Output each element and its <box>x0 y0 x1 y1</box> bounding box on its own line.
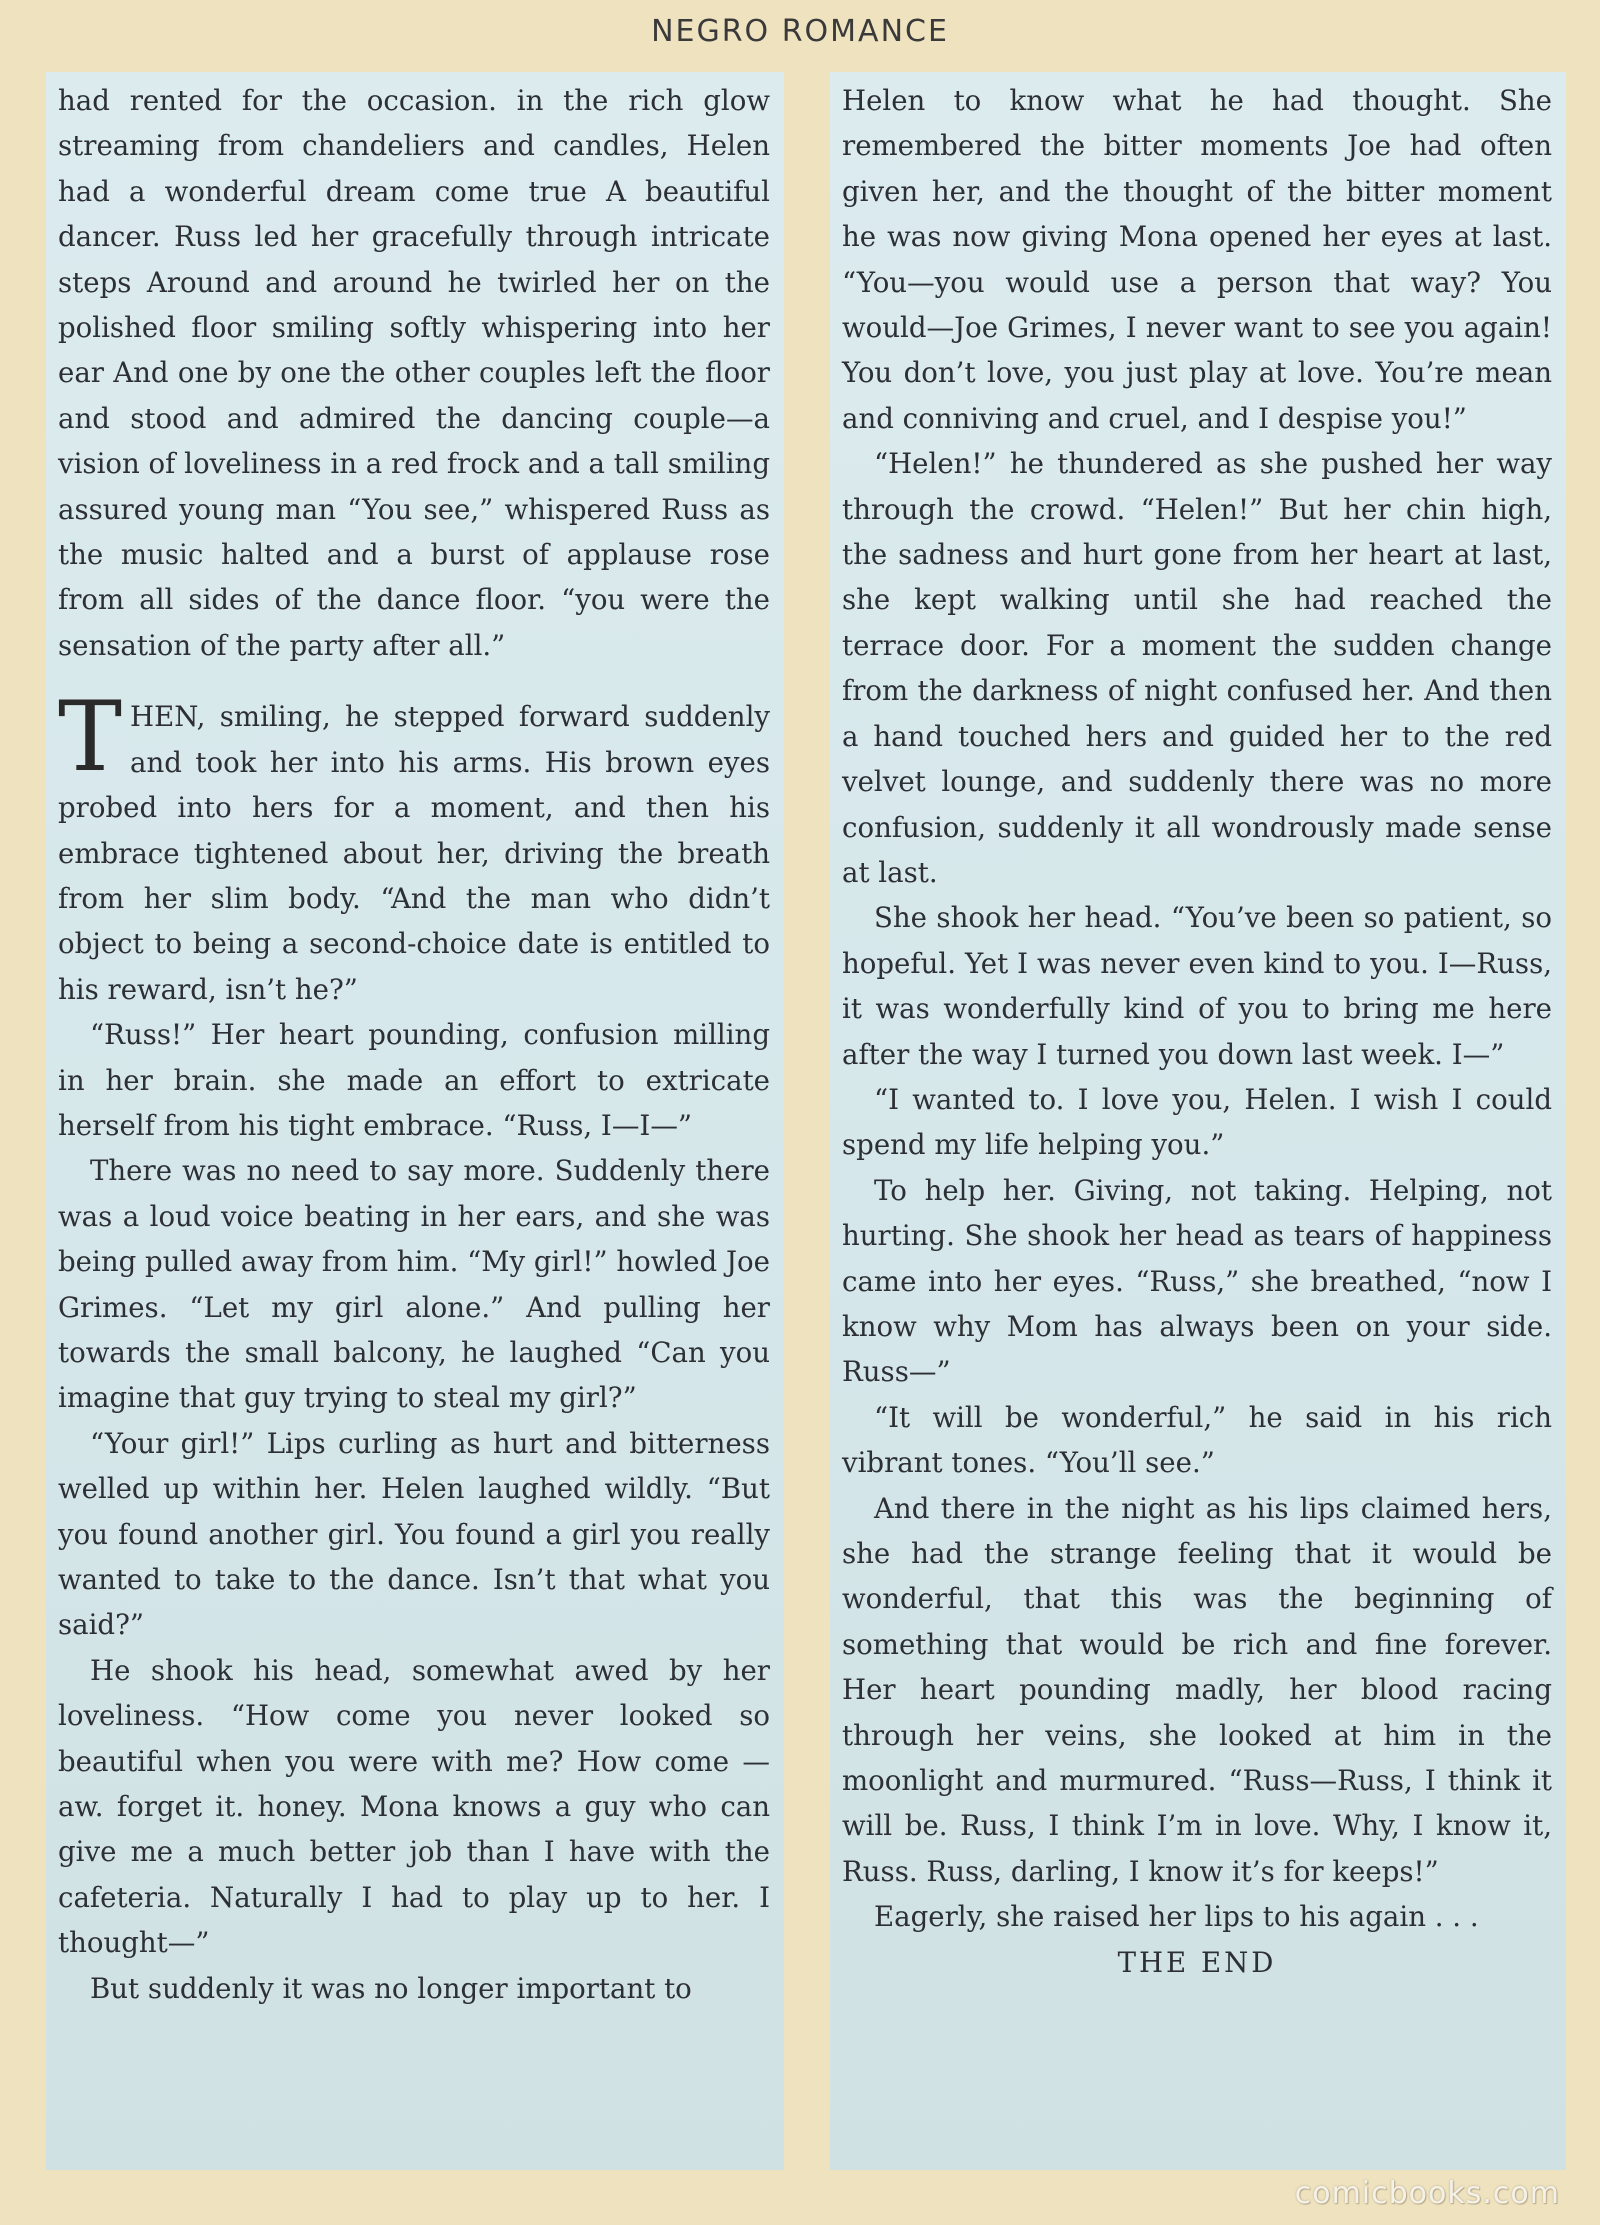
paragraph-dropcap <box>58 681 770 1012</box>
paragraph: He shook his head, somewhat awed by her loveliness. “How come you never looked so beautiful when you were with me? How come —aw. forget it. honey. Mona knows a guy who can give me a much better job than I have with the cafeteria. Naturally I had to play up to her. I thought—” <box>58 1653 770 1960</box>
paragraph: “Helen!” he thundered as she pushed her way through the crowd. “Helen!” But her chin high, the sadness and hurt gone from her heart at last, she kept walking until she had reached the terrace door. For a moment the sudden change from the darkness of night confused her. And then a hand touched hers and guided her to the red velvet lounge, and suddenly there was no more confusion, suddenly it all wondrously made sense at last. <box>842 447 1552 889</box>
paragraph: But suddenly it was no longer important to <box>90 1971 692 2005</box>
drop-cap-letter: T <box>58 681 123 794</box>
watermark: comicbooks.com <box>1294 2176 1560 2211</box>
paragraph: Eagerly, she raised her lips to his again . . . <box>874 1900 1479 1934</box>
page-header-title: NEGRO ROMANCE <box>651 14 949 49</box>
paragraph: There was no need to say more. Suddenly there was a loud voice beating in her ears, and she was being pulled away from him. “My girl!” howled Joe Grimes. “Let my girl alone.” And pulling her towards the small balcony, he laughed “Can you imagine that guy trying to steal my girl?” <box>58 1154 770 1415</box>
paragraph: “Your girl!” Lips curling as hurt and bitterness welled up within her. Helen laughed wildly. “But you found another girl. You found a girl you really wanted to take to the dance. Isn’t that what you said?” <box>58 1426 770 1642</box>
paragraph: And there in the night as his lips claimed hers, she had the strange feeling that it would be wonderful, that this was the beginning of something that would be rich and fine forever. Her heart pounding madly, her blood racing through her veins, she looked at him in the moonlight and murmured. “Russ—Russ, I think it will be. Russ, I think I’m in love. Why, I know it, Russ. Russ, darling, I know it’s for keeps!” <box>842 1491 1552 1888</box>
paragraph: “I wanted to. I love you, Helen. I wish I could spend my life helping you.” <box>842 1082 1552 1162</box>
left-text-column <box>46 72 784 2170</box>
paragraph: “It will be wonderful,” he said in his rich vibrant tones. “You’ll see.” <box>842 1400 1552 1480</box>
paragraph: To help her. Giving, not taking. Helping, not hurting. She shook her head as tears of happiness came into her eyes. “Russ,” she breathed, “now I know why Mom has always been on your side. Russ—” <box>842 1173 1552 1389</box>
paragraph: She shook her head. “You’ve been so patient, so hopeful. Yet I was never even kind to you. I—Russ, it was wonderfully kind of you to bring me here after the way I turned you down last week. I—” <box>842 901 1552 1071</box>
the-end-label: THE END <box>1117 1945 1277 1979</box>
paragraph-text: HEN, smiling, he stepped forward suddenly and took her into his arms. His brown eyes probed into hers for a moment, and then his embrace tightened about her, driving the breath from her slim body. “And the man who didn’t object to being a second-choice date is entitled to his reward, isn’t he?” <box>58 700 770 1006</box>
paragraph: Helen to know what he had thought. She remembered the bitter moments Joe had often given her, and the thought of the bitter moment he was now giving Mona opened her eyes at last. “You—you would use a person that way? You would—Joe Grimes, I never want to see you again! You don’t love, you just play at love. You’re mean and conniving and cruel, and I despise you!” <box>842 84 1552 435</box>
paragraph: “Russ!” Her heart pounding, confusion milling in her brain. she made an effort to extricate herself from his tight embrace. “Russ, I—I—” <box>58 1018 770 1142</box>
paragraph: had rented for the occasion. in the rich glow streaming from chandeliers and candles, Helen had a wonderful dream come true A beautiful dancer. Russ led her gracefully through intricate steps Around and around he twirled her on the polished floor smiling softly whispering into her ear And one by one the other couples left the floor and stood and admired the dancing couple—a vision of loveliness in a red frock and a tall smiling assured young man “You see,” whispered Russ as the music halted and a burst of applause rose from all sides of the dance floor. “you were the sensation of the party after all.” <box>58 84 770 662</box>
right-text-column <box>830 72 1566 2170</box>
